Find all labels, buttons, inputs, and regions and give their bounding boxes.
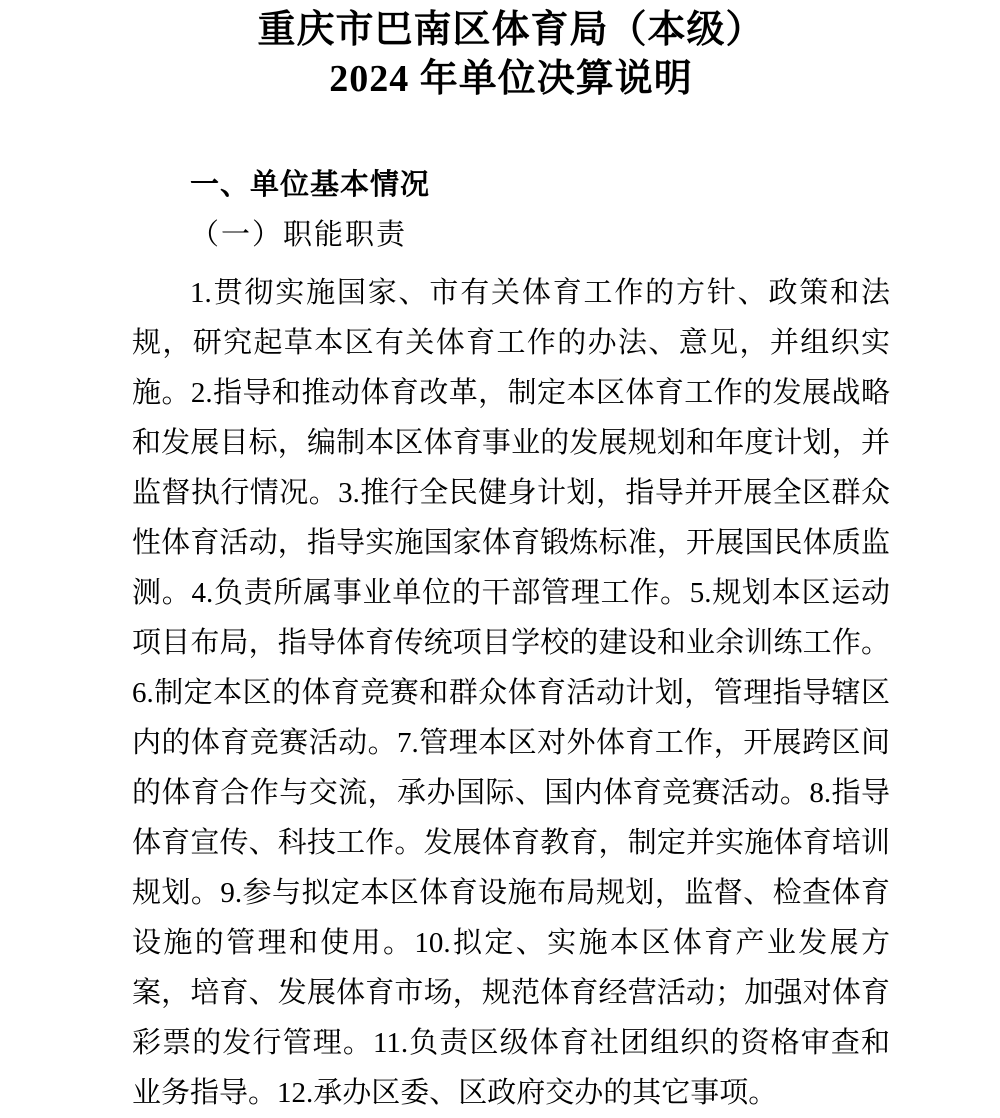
document-title-line1: 重庆市巴南区体育局（本级） (257, 9, 765, 51)
section-heading-unit-basic-info: 一、单位基本情况 (190, 169, 431, 201)
duties-paragraph: 1.贯彻实施国家、市有关体育工作的方针、政策和法规，研究起草本区有关体育工作的办法、意见，并组织实施。2.指导和推动体育改革，制定本区体育工作的发展战略和发展目标，编制本区体育事业的发展规划和年度计划，并监督执行情况。3.推行全民健身计划，指导并开展全区群众性体育活动，指导实施国家体育锻炼标准，开展国民体质监测。4.负责所属事业单位的干部管理工作。5.规划本区运动项目布局，指导体育传统项目学校的建设和业余训练工作。6.制定本区的体育竞赛和群众体育活动计划，管理指导辖区内的体育竞赛活动。7.管理本区对外体育工作，开展跨区间的体育合作与交流，承办国际、国内体育竞赛活动。8.指导体育宣传、科技工作。发展体育教育，制定并实施体育培训规划。9.参与拟定本区体育设施布局规划，监督、检查体育设施的管理和使用。10.拟定、实施本区体育产业发展方案，培育、发展体育市场，规范体育经营活动；加强对体育彩票的发行管理。11.负责区级体育社团组织的资格审查和业务指导。12.承办区委、区政府交办的其它事项。 (132, 277, 890, 1109)
document-title-line2: 2024 年单位决算说明 (329, 58, 693, 100)
document-title (132, 6, 890, 104)
subsection-heading-duties: （一）职能职责 (190, 219, 408, 251)
